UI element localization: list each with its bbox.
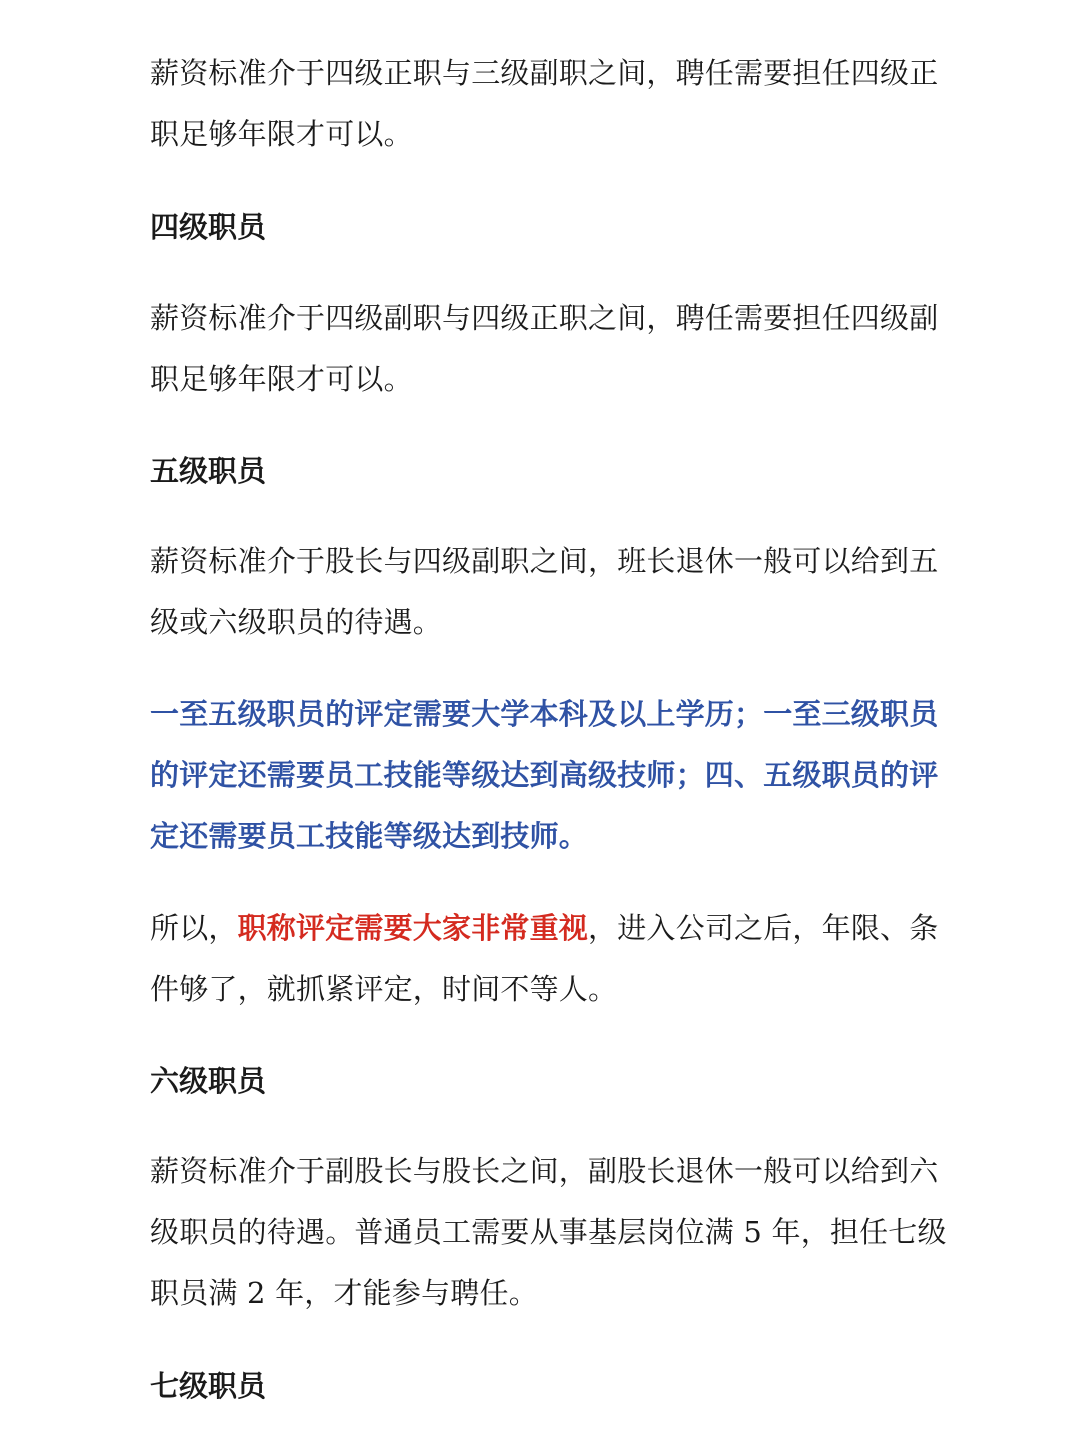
- heading-level4-staff: 四级职员: [150, 210, 267, 244]
- paragraph-level6-salary: 薪资标准介于副股长与股长之间，副股长退休一般可以给到六级职员的待遇。普通员工需要从事基层岗位满 5 年，担任七级职员满 2 年，才能参与聘任。: [150, 1154, 947, 1310]
- paragraph-level4-salary: 薪资标准介于四级副职与四级正职之间，聘任需要担任四级副职足够年限才可以。: [150, 301, 939, 396]
- heading-level6-staff: 六级职员: [150, 1064, 267, 1098]
- advice-prefix: 所以，: [150, 911, 238, 945]
- paragraph-evaluation-advice: [150, 898, 962, 1020]
- paragraph-level3-deputy-salary: 薪资标准介于四级正职与三级副职之间，聘任需要担任四级正职足够年限才可以。: [150, 56, 939, 151]
- advice-suffix: ，进入公司之后，年限、条件够了，就抓紧评定，时间不等人。: [150, 911, 939, 1006]
- advice-highlight: 职称评定需要大家非常重视: [237, 911, 589, 945]
- heading-level5-staff: 五级职员: [150, 454, 267, 488]
- heading-level7-staff: 七级职员: [150, 1369, 267, 1403]
- paragraph-level5-salary: 薪资标准介于股长与四级副职之间，班长退休一般可以给到五级或六级职员的待遇。: [150, 544, 939, 639]
- paragraph-education-requirements: 一至五级职员的评定需要大学本科及以上学历；一至三级职员的评定还需要员工技能等级达到高级技师；四、五级职员的评定还需要员工技能等级达到技师。: [150, 697, 939, 853]
